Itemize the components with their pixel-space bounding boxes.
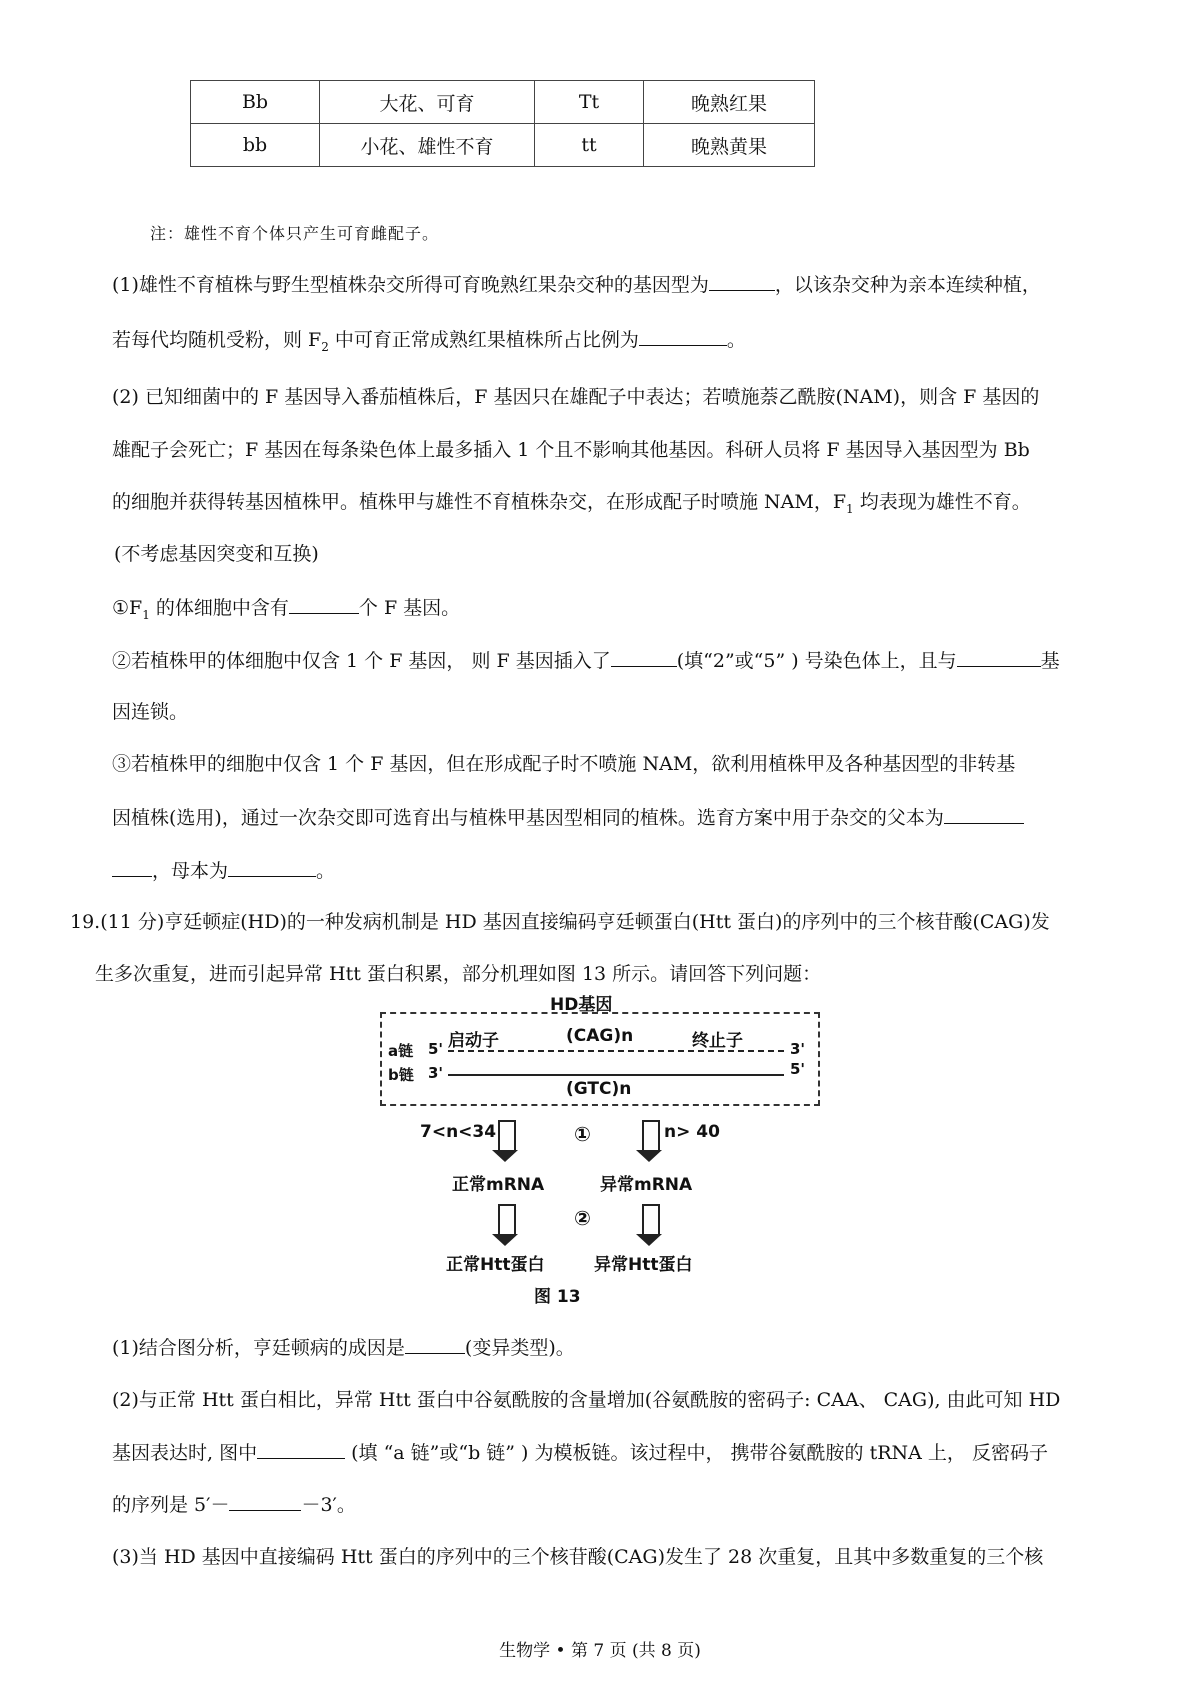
table-cell: 小花、雄性不育 (320, 124, 535, 167)
q19-stem-line1: 19.(11 分)亨廷顿症(HD)的一种发病机制是 HD 基因直接编码亨廷顿蛋白(Htt 蛋白)的序列中的三个核苷酸(CAG)发 (70, 911, 1050, 933)
a-5-end: 5' (428, 1040, 444, 1058)
table-cell: Bb (191, 81, 320, 124)
q19-part2-line3 (112, 1492, 356, 1517)
table-cell: 晚熟红果 (644, 81, 815, 124)
down-arrow-icon (642, 1120, 660, 1152)
table-cell: bb (191, 124, 320, 167)
text: 若每代均随机受粉，则 F (112, 329, 322, 351)
abnormal-mrna-label: 异常mRNA (600, 1175, 693, 1195)
text: ①F (112, 597, 143, 619)
text: 的体细胞中含有 (149, 597, 289, 619)
q19-stem-line2: 生多次重复，进而引起异常 Htt 蛋白积累，部分机理如图 13 所示。请回答下列问题： (95, 963, 822, 985)
q18-part2-line4: (不考虑基因突变和互换) (114, 543, 319, 565)
answer-blank[interactable] (229, 1492, 301, 1511)
down-arrow-icon (498, 1120, 516, 1152)
answer-blank[interactable] (289, 595, 359, 614)
table-note: 注：雄性不育个体只产生可育雌配子。 (150, 224, 440, 243)
gtc-repeat-label: (GTC)n (566, 1079, 632, 1099)
table-cell: 大花、可育 (320, 81, 535, 124)
table-row (191, 81, 815, 124)
text: 中可育正常成熟红果植株所占比例为 (328, 329, 639, 351)
down-arrow-icon (642, 1204, 660, 1236)
q18-part1-line1 (112, 272, 1041, 297)
text: 个 F 基因。 (358, 597, 461, 619)
q18-part2-line3: 的细胞并获得转基因植株甲。植株甲与雄性不育植株杂交，在形成配子时喷施 NAM，$F_1$ 均表现为雄性不育。 (112, 491, 1031, 516)
text: 因植株(选用)，通过一次杂交即可选育出与植株甲基因型相同的植株。选育方案中用于杂交的父本为 (112, 807, 944, 829)
text: (1)结合图分析，亨廷顿病的成因是 (112, 1337, 405, 1359)
figure-title: HD基因 (550, 995, 613, 1015)
b-5-end: 5' (790, 1060, 806, 1078)
cag-repeat-label: (CAG)n (566, 1026, 634, 1046)
answer-blank[interactable] (639, 327, 727, 346)
table-cell: 晚熟黄果 (644, 124, 815, 167)
normal-mrna-label: 正常mRNA (452, 1175, 545, 1195)
chain-a-line (448, 1050, 784, 1052)
answer-blank[interactable] (228, 858, 316, 877)
table-row (191, 124, 815, 167)
text: ②若植株甲的体细胞中仅含 1 个 F 基因， 则 F 基因插入了 (112, 650, 611, 672)
text: 的序列是 5′－ (112, 1494, 230, 1516)
answer-blank[interactable] (957, 648, 1041, 667)
q18-sub3-line2 (112, 805, 1024, 830)
text: ，以该杂交种为亲本连续种植， (774, 274, 1041, 296)
text: (变异类型)。 (464, 1337, 575, 1359)
normal-protein-label: 正常Htt蛋白 (446, 1255, 545, 1275)
q18-part1-line2: 若每代均随机受粉，则 $F_2$ 中可育正常成熟红果植株所占比例为 。 (112, 329, 746, 354)
text: －3′。 (301, 1494, 356, 1516)
answer-blank[interactable] (405, 1335, 465, 1354)
text: (1)雄性不育植株与野生型植株杂交所得可育晚熟红果杂交种的基因型为 (112, 274, 709, 296)
abnormal-protein-label: 异常Htt蛋白 (594, 1255, 693, 1275)
chain-b-label: b链 (388, 1066, 414, 1084)
answer-blank[interactable] (944, 805, 1024, 824)
text: 基 (1040, 650, 1060, 672)
step-2-label: ② (574, 1206, 591, 1230)
q18-sub1: $①F_1$ 的体细胞中含有 个 F 基因。 (112, 597, 461, 622)
q19-part3-line1: (3)当 HD 基因中直接编码 Htt 蛋白的序列中的三个核苷酸(CAG)发生了 28 次重复，且其中多数重复的三个核 (112, 1546, 1044, 1568)
text: 均表现为雄性不育。 (853, 491, 1031, 513)
b-3-end: 3' (428, 1064, 444, 1082)
q18-sub2 (112, 648, 1060, 673)
figure-caption: 图 13 (534, 1287, 581, 1307)
answer-blank[interactable] (709, 272, 775, 291)
page-footer: 生物学 • 第 7 页 (共 8 页) (499, 1641, 701, 1661)
promoter-label: 启动子 (448, 1031, 499, 1051)
answer-blank[interactable] (112, 858, 152, 877)
figure-13 (380, 990, 820, 1308)
text: 。 (316, 860, 336, 882)
q18-sub2-line2: 因连锁。 (112, 701, 189, 723)
answer-blank[interactable] (611, 648, 677, 667)
left-condition: 7<n<34 (420, 1122, 497, 1142)
q18-sub3-line1: ③若植株甲的细胞中仅含 1 个 F 基因，但在形成配子时不喷施 NAM，欲利用植株甲及各种基因型的非转基 (112, 753, 1016, 775)
text: 基因表达时, 图中 (112, 1442, 258, 1464)
genotype-table (190, 80, 815, 167)
text: ，母本为 (152, 860, 229, 882)
down-arrow-icon (498, 1204, 516, 1236)
q19-part1 (112, 1335, 575, 1360)
step-1-label: ① (574, 1122, 591, 1146)
text: (填 “a 链”或“b 链” ) 为模板链。该过程中， 携带谷氨酰胺的 tRNA 上， 反密码子 (345, 1442, 1048, 1464)
q18-part2-line1: (2) 已知细菌中的 F 基因导入番茄植株后，F 基因只在雄配子中表达；若喷施萘乙酰胺(NAM)，则含 F 基因的 (112, 386, 1040, 408)
table-cell: Tt (535, 81, 644, 124)
q19-part2-line2 (112, 1440, 1048, 1465)
terminator-label: 终止子 (692, 1031, 743, 1051)
table-cell: tt (535, 124, 644, 167)
text: (填“2”或“5” ) 号染色体上，且与 (676, 650, 957, 672)
q19-part2-line1: (2)与正常 Htt 蛋白相比，异常 Htt 蛋白中谷氨酰胺的含量增加(谷氨酰胺的密码子: CAA、 CAG), 由此可知 HD (112, 1389, 1061, 1411)
answer-blank[interactable] (257, 1440, 345, 1459)
a-3-end: 3' (790, 1040, 806, 1058)
right-condition: n> 40 (664, 1122, 720, 1142)
chain-b-line (448, 1074, 784, 1076)
q18-sub3-line3 (112, 858, 335, 883)
q18-part2-line2: 雄配子会死亡；F 基因在每条染色体上最多插入 1 个且不影响其他基因。科研人员将 F 基因导入基因型为 Bb (112, 439, 1030, 461)
text: 的细胞并获得转基因植株甲。植株甲与雄性不育植株杂交，在形成配子时喷施 NAM，F (112, 491, 847, 513)
chain-a-label: a链 (388, 1042, 414, 1060)
